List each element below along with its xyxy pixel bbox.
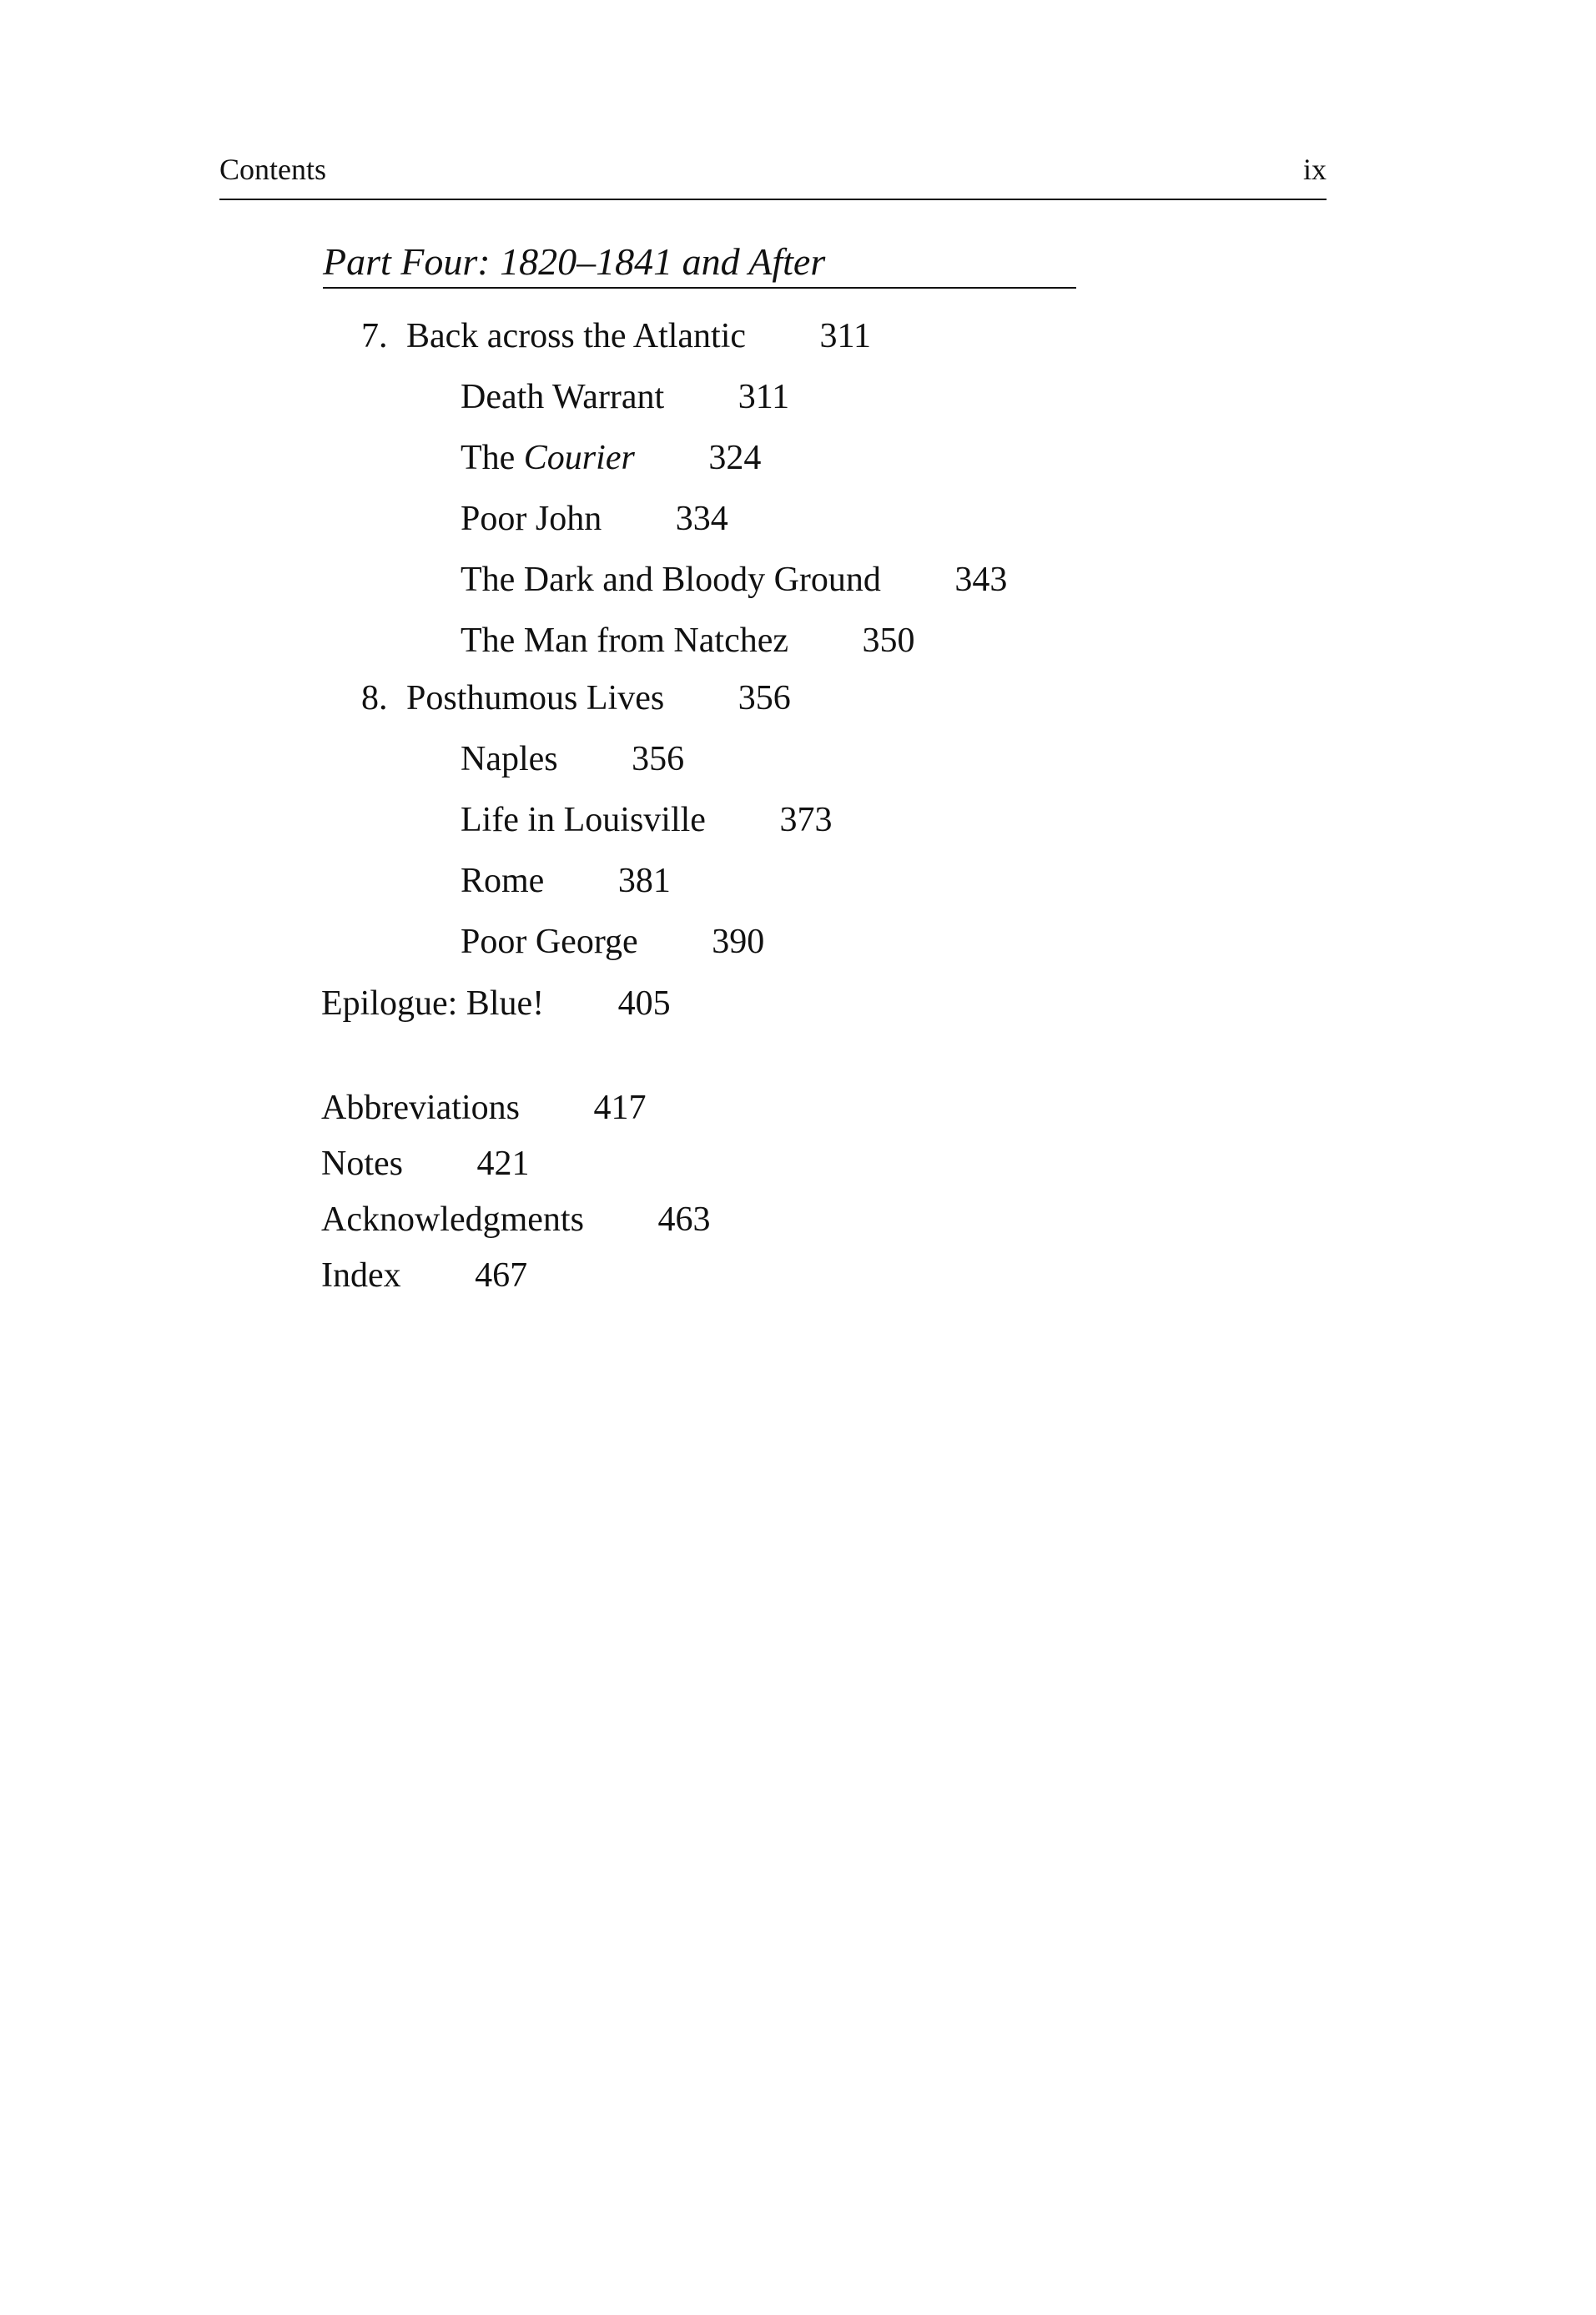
section-page: 324	[708, 439, 762, 477]
back-matter-entry	[321, 1090, 646, 1125]
section-title: Naples	[461, 740, 558, 778]
part-heading-text: Part Four: 1820–1841 and After	[323, 240, 826, 283]
chapter-number: 8.	[361, 679, 388, 717]
back-matter-entry	[321, 1146, 530, 1181]
section-entry	[461, 863, 671, 898]
section-title: Poor George	[461, 923, 638, 961]
section-page: 373	[779, 801, 833, 839]
section-title-prefix: The	[461, 439, 524, 477]
back-matter-title: Index	[321, 1256, 401, 1295]
section-title: The Man from Natchez	[461, 622, 788, 660]
chapter-number: 7.	[361, 317, 388, 355]
back-matter-entry	[321, 1258, 527, 1293]
section-title: The Dark and Bloody Ground	[461, 561, 881, 599]
section-title: Death Warrant	[461, 378, 665, 416]
chapter-title: Back across the Atlantic	[406, 317, 747, 355]
section-title: Poor John	[461, 500, 602, 538]
part-heading	[323, 237, 1076, 289]
section-title: Life in Louisville	[461, 801, 706, 839]
section-title-italic: Courier	[523, 439, 635, 477]
chapter-title: Posthumous Lives	[406, 679, 665, 717]
back-matter-title: Notes	[321, 1145, 403, 1183]
section-page: 381	[617, 862, 671, 900]
section-entry	[461, 803, 832, 838]
section-page: 311	[738, 378, 790, 416]
section-entry	[461, 623, 915, 658]
epilogue-page: 405	[617, 984, 671, 1023]
back-matter-page: 421	[476, 1145, 530, 1183]
epilogue-title: Epilogue: Blue!	[321, 984, 545, 1023]
chapter-page: 356	[738, 679, 791, 717]
back-matter-title: Acknowledgments	[321, 1200, 584, 1239]
section-entry	[461, 440, 761, 476]
section-page: 390	[712, 923, 765, 961]
back-matter-page: 463	[657, 1200, 711, 1239]
section-entry	[461, 924, 764, 959]
chapter-page: 311	[819, 317, 871, 355]
running-head	[219, 148, 1327, 200]
section-page: 334	[675, 500, 728, 538]
section-entry	[461, 562, 1007, 597]
section-page: 343	[954, 561, 1008, 599]
section-entry	[461, 742, 684, 777]
back-matter-page: 467	[475, 1256, 528, 1295]
back-matter-entry	[321, 1202, 710, 1237]
epilogue-entry	[321, 986, 671, 1021]
chapter-entry	[361, 681, 791, 716]
back-matter-page: 417	[593, 1089, 647, 1127]
page-number: ix	[1302, 153, 1327, 186]
section-entry	[461, 380, 789, 415]
running-head-title: Contents	[219, 153, 327, 186]
section-page: 350	[862, 622, 915, 660]
section-title: Rome	[461, 862, 545, 900]
back-matter-title: Abbreviations	[321, 1089, 520, 1127]
section-entry	[461, 501, 728, 536]
section-page: 356	[632, 740, 685, 778]
chapter-entry	[361, 319, 871, 354]
